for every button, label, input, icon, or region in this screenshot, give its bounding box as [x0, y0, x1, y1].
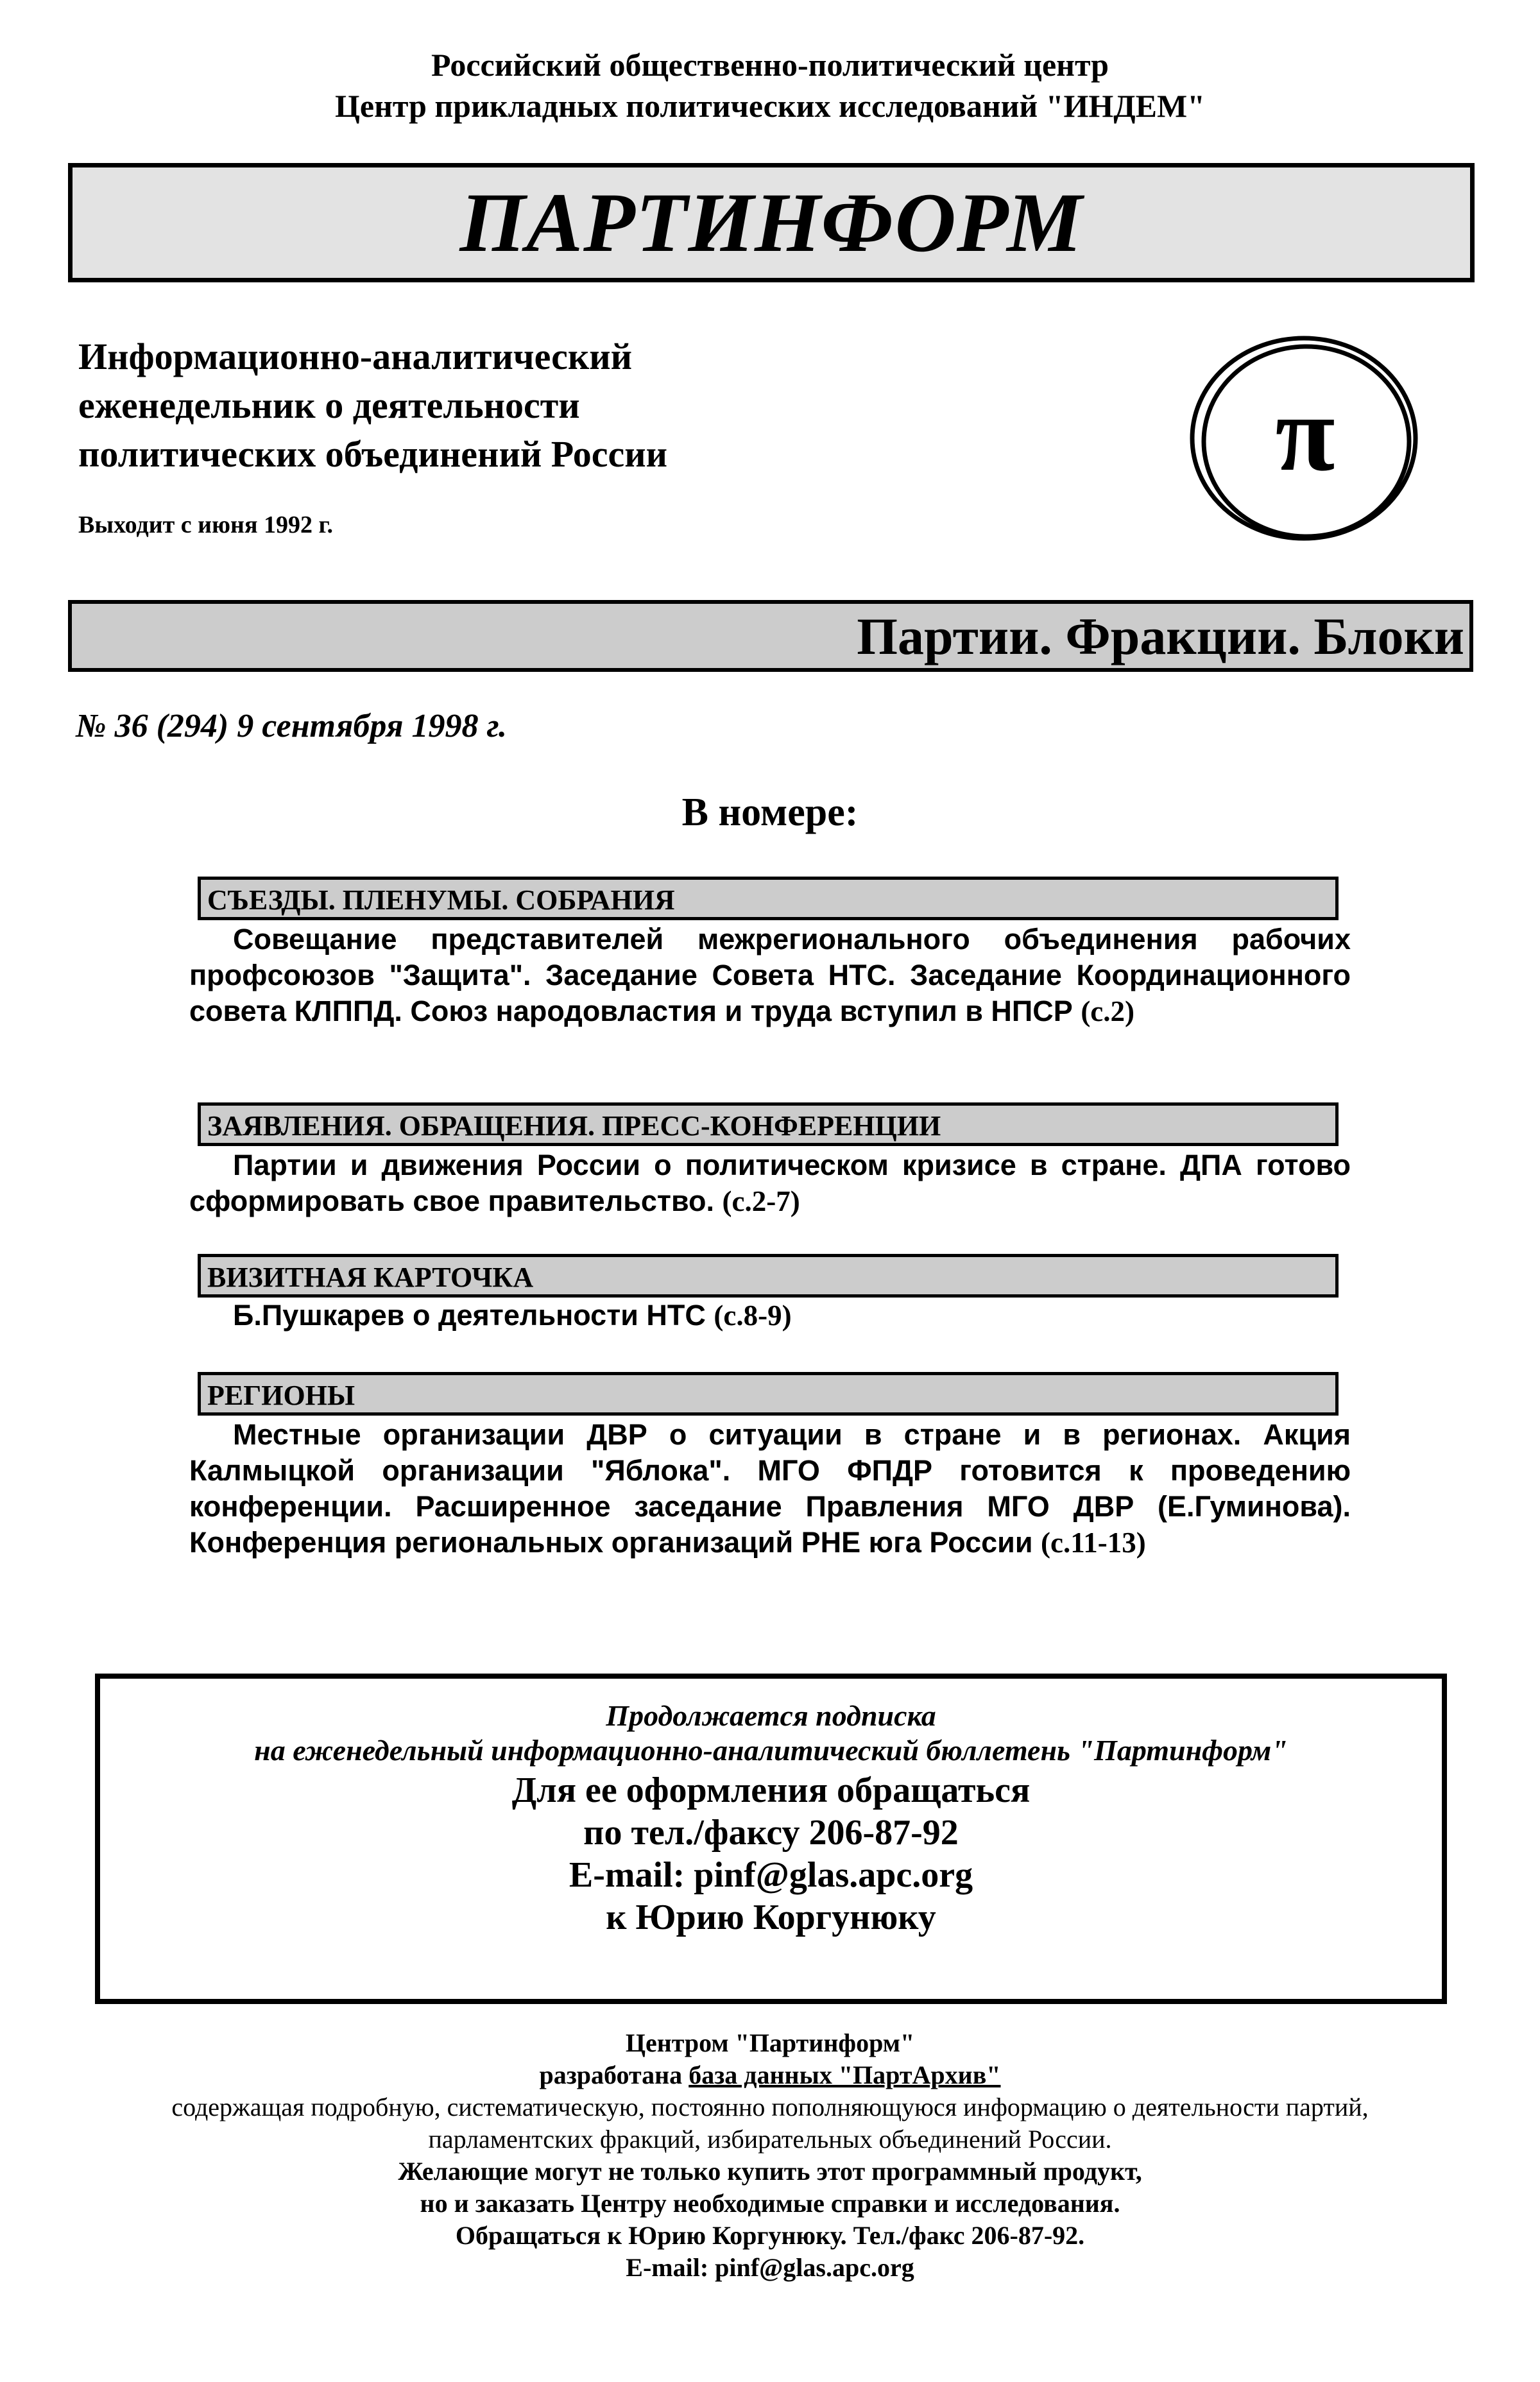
- section-summary-business-card: [189, 1298, 1351, 1333]
- footer-line-5: Желающие могут не только купить этот программный продукт,: [398, 2157, 1142, 2186]
- section-text: Партии и движения России о политическом кризисе в стране. ДПА готово сформировать свое правительство.: [189, 1149, 1351, 1217]
- masthead-description: [78, 332, 667, 479]
- section-text: Совещание представителей межрегионального объединения рабочих профсоюзов "Защита". Заседание Совета НТС. Заседание Координационного совета КЛППД. Союз народовластия и труда вступил в НПСР: [189, 923, 1351, 1027]
- published-since: Выходит с июня 1992 г.: [78, 511, 333, 538]
- footer-line-2-prefix: разработана: [539, 2061, 689, 2089]
- footer-line-6: но и заказать Центру необходимые справки и исследования.: [420, 2189, 1120, 2218]
- section-text: Б.Пушкарев о деятельности НТС: [233, 1299, 706, 1332]
- section-summary-statements: [189, 1147, 1351, 1219]
- description-line-3: политических объединений России: [78, 433, 668, 475]
- section-title: ЗАЯВЛЕНИЯ. ОБРАЩЕНИЯ. ПРЕСС-КОНФЕРЕНЦИИ: [207, 1110, 941, 1142]
- subscription-line-3: Для ее оформления обращаться: [511, 1770, 1031, 1810]
- footer-line-4: парламентских фракций, избирательных объединений России.: [428, 2125, 1112, 2154]
- subscription-phone: по тел./факсу 206-87-92: [583, 1813, 959, 1853]
- subscription-box: [95, 1674, 1447, 2004]
- section-title: СЪЕЗДЫ. ПЛЕНУМЫ. СОБРАНИЯ: [207, 884, 675, 916]
- section-title: РЕГИОНЫ: [207, 1380, 355, 1411]
- section-header-statements: [198, 1102, 1339, 1146]
- page-reference[interactable]: (с.11-13): [1041, 1527, 1146, 1559]
- subscription-line-2: на еженедельный информационно-аналитический бюллетень "Партинформ": [254, 1734, 1288, 1767]
- section-summary-congresses: [189, 921, 1351, 1029]
- footer-email[interactable]: E-mail: pinf@glas.apc.org: [626, 2253, 914, 2282]
- masthead-title-box: [68, 163, 1475, 282]
- description-line-2: еженедельник о деятельности: [78, 384, 580, 426]
- section-summary-regions: [189, 1417, 1351, 1561]
- subscription-line-1: Продолжается подписка: [606, 1699, 936, 1732]
- footer-line-2: [0, 2060, 1540, 2091]
- section-banner-title: Партии. Фракции. Блоки: [857, 607, 1464, 665]
- section-header-business-card: [198, 1254, 1339, 1298]
- masthead-title: ПАРТИНФОРМ: [459, 175, 1083, 270]
- section-banner: [68, 600, 1473, 672]
- section-title: ВИЗИТНАЯ КАРТОЧКА: [207, 1262, 534, 1293]
- page-reference[interactable]: (с.8-9): [714, 1299, 792, 1332]
- page-reference[interactable]: (с.2-7): [722, 1185, 800, 1217]
- partarchive-database-link[interactable]: база данных "ПартАрхив": [689, 2061, 1001, 2089]
- subscription-contact: к Юрию Коргунюку: [606, 1898, 936, 1937]
- org-name-line-1: Российский общественно-политический центр: [431, 47, 1109, 83]
- pi-circle-logo-icon: [1185, 334, 1426, 545]
- page-reference[interactable]: (с.2): [1081, 995, 1135, 1027]
- subscription-email[interactable]: E-mail: pinf@glas.apc.org: [569, 1855, 973, 1895]
- org-name-line-2: Центр прикладных политических исследований "ИНДЕМ": [335, 88, 1205, 124]
- contents-heading: В номере:: [681, 791, 859, 834]
- description-line-1: Информационно-аналитический: [78, 336, 633, 377]
- footer-line-7: Обращаться к Юрию Коргунюку. Тел./факс 206-87-92.: [455, 2221, 1085, 2250]
- pi-symbol: π: [1275, 373, 1335, 493]
- footer-line-3: содержащая подробную, систематическую, постоянно пополняющуюся информацию о деятельности партий,: [171, 2093, 1369, 2121]
- issue-number-date: № 36 (294) 9 сентября 1998 г.: [76, 708, 507, 744]
- section-text: Местные организации ДВР о ситуации в стране и в регионах. Акция Калмыцкой организации "Яблока". МГО ФПДР готовится к проведению конференции. Расширенное заседание Правления МГО ДВР (Е.Гуминова). Конференция региональных организаций РНЕ юга России: [189, 1418, 1351, 1559]
- footer-line-1: Центром "Партинформ": [625, 2028, 915, 2057]
- section-header-regions: [198, 1372, 1339, 1416]
- section-header-congresses: [198, 877, 1339, 920]
